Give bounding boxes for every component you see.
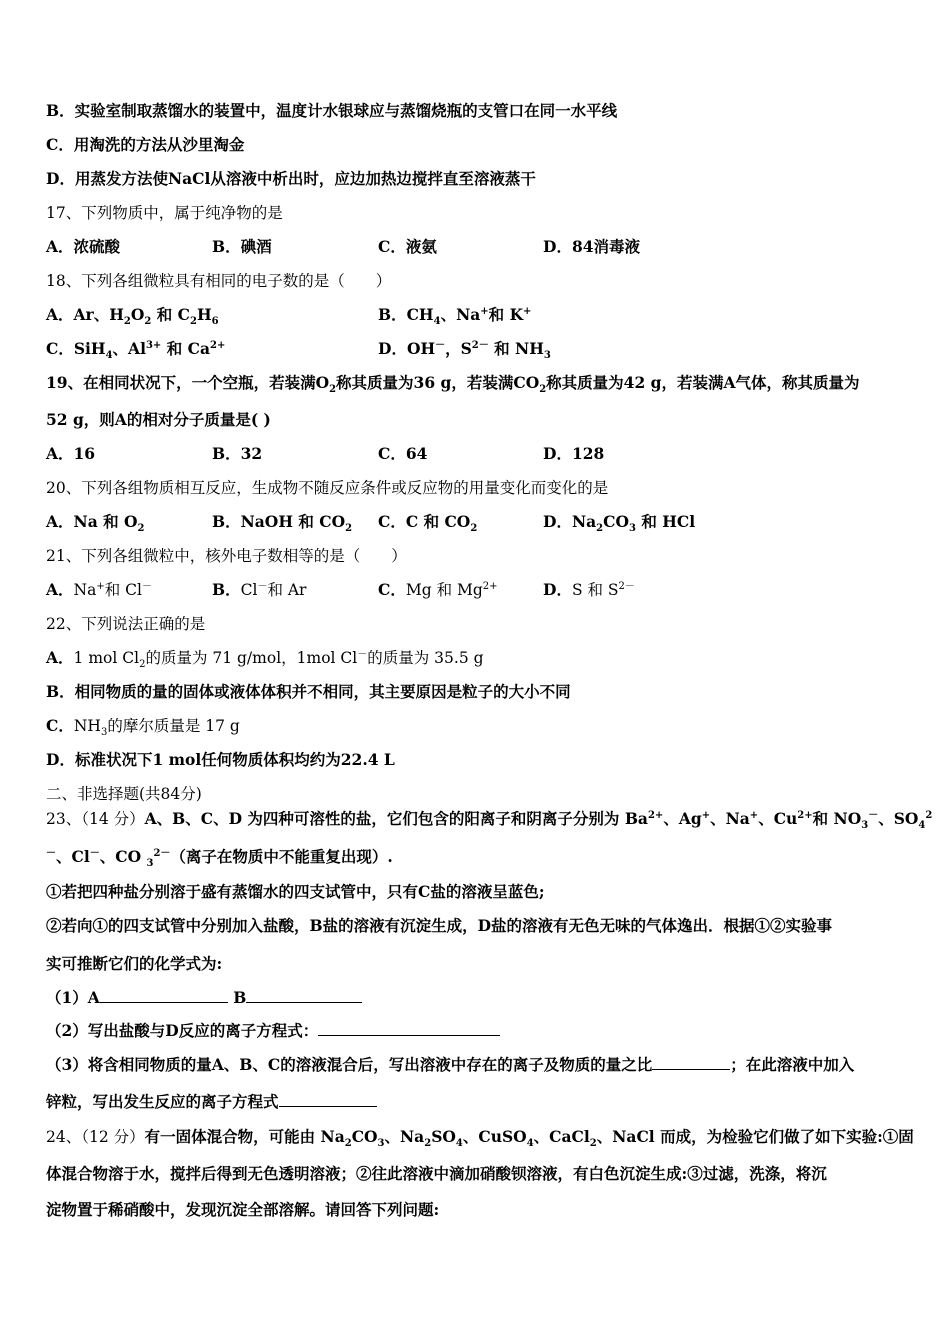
q17-option-a: A．浓硫酸 [46, 237, 121, 256]
question-22: 22、下列说法正确的是 [46, 615, 206, 633]
q18-option-b: B．$CH_4$、Na+和 K+ [378, 305, 532, 328]
question-18: 18、下列各组微粒具有相同的电子数的是（ ） [46, 272, 392, 290]
question-23-line5: 实可推断它们的化学式为: [46, 954, 223, 973]
q17-option-b: B．碘酒 [212, 237, 272, 256]
q20-option-b: B．NaOH 和 $CO_2$ [212, 512, 353, 535]
question-23-line2: －、Cl－、CO $_3^{2-}$（离子在物质中不能重复出现）. [46, 847, 393, 870]
question-19-line2: 52 g，则A的相对分子质量是( ) [46, 410, 271, 429]
q19-option-c: C．64 [378, 444, 428, 463]
question-23-sub1: （1）A B [46, 987, 362, 1009]
question-23-sub3-line2: 锌粒，写出发生反应的离子方程式 [46, 1091, 377, 1113]
q19-option-b: B．32 [212, 444, 263, 463]
q20-option-c: C．C 和 $CO_2$ [378, 512, 478, 535]
q22-option-b: B．相同物质的量的固体或液体体积并不相同，其主要原因是粒子的大小不同 [46, 682, 571, 701]
option-b-line: B．实验室制取蒸馏水的装置中，温度计水银球应与蒸馏烧瓶的支管口在同一水平线 [46, 101, 618, 120]
question-20: 20、下列各组物质相互反应，生成物不随反应条件或反应物的用量变化而变化的是 [46, 479, 609, 497]
question-21: 21、下列各组微粒中，核外电子数相等的是（ ） [46, 547, 407, 565]
question-23-sub3: （3）将含相同物质的量A、B、C的溶液混合后，写出溶液中存在的离子及物质的量之比 ；在此溶液中加入 [46, 1055, 855, 1074]
question-24-line1: 24、（12 分）有一固体混合物，可能由 $Na_2CO_3$、$Na_2SO_4$、CuSO$_4$、CaCl$_2$、NaCl 而成，为检验它们做了如下实验:①固 [46, 1127, 914, 1150]
q18-option-d: D．OH－，$S^{2-}$ 和 $NH_3$ [378, 339, 551, 362]
q21-option-d: D．S 和 $S^{2-}$ [543, 580, 635, 599]
question-19-line1: 19、在相同状况下，一个空瓶，若装满$O_2$称其质量为36 g，若装满$CO_2$称其质量为42 g，若装满A气体，称其质量为 [46, 373, 860, 396]
q20-option-d: D．$Na_2CO_3$ 和 HCl [543, 512, 696, 535]
q17-option-d: D．84消毒液 [543, 237, 641, 256]
question-24-line3: 淀物置于稀硝酸中，发现沉淀全部溶解。请回答下列问题: [46, 1200, 440, 1219]
q18-option-c: C．SiH$_4$、$Al^{3+}$ 和 $Ca^{2+}$ [46, 339, 226, 362]
q22-option-d: D．标准状况下1 mol任何物质体积均约为22.4 L [46, 750, 395, 769]
question-23-condition1: ①若把四种盐分别溶于盛有蒸馏水的四支试管中，只有C盐的溶液呈蓝色; [46, 882, 545, 901]
q22-option-c: C．$NH_3$的摩尔质量是 17 g [46, 716, 240, 739]
question-23-condition2: ②若向①的四支试管中分别加入盐酸，B盐的溶液有沉淀生成，D盐的溶液有无色无味的气体逸出．根据①②实验事 [46, 916, 833, 935]
option-c-line: C．用淘洗的方法从沙里淘金 [46, 135, 245, 154]
q21-option-b: B．Cl－和 Ar [212, 580, 307, 599]
option-d-line: D．用蒸发方法使NaCl从溶液中析出时，应边加热边搅拌直至溶液蒸干 [46, 169, 536, 188]
q22-option-a: A．1 mol $Cl_2$的质量为 71 g/mol，1mol Cl－的质量为 35.5 g [46, 648, 484, 671]
question-23-line1: 23、（14 分）A、B、C、D 为四种可溶性的盐，它们包含的阳离子和阴离子分别为 $Ba^{2+}$、Ag+、Na+、$Cu^{2+}$和 $NO_3^-$、$SO_4^2$ [46, 809, 933, 832]
q18-option-a: A．Ar、$H_2O_2$ 和 $C_2H_6$ [46, 305, 219, 328]
q19-option-d: D．128 [543, 444, 605, 463]
q21-option-a: A．Na+和 Cl－ [46, 580, 152, 599]
q20-option-a: A．Na 和 $O_2$ [46, 512, 145, 535]
q21-option-c: C．Mg 和 $Mg^{2+}$ [378, 580, 498, 599]
q17-option-c: C．液氨 [378, 237, 437, 256]
q19-option-a: A．16 [46, 444, 96, 463]
section-heading: 二、非选择题(共84分) [46, 785, 202, 803]
question-24-line2: 体混合物溶于水，搅拌后得到无色透明溶液；②往此溶液中滴加硝酸钡溶液，有白色沉淀生成:③过滤，洗涤，将沉 [46, 1164, 827, 1183]
question-17: 17、下列物质中，属于纯净物的是 [46, 204, 283, 222]
question-23-sub2: （2）写出盐酸与D反应的离子方程式： [46, 1020, 500, 1042]
